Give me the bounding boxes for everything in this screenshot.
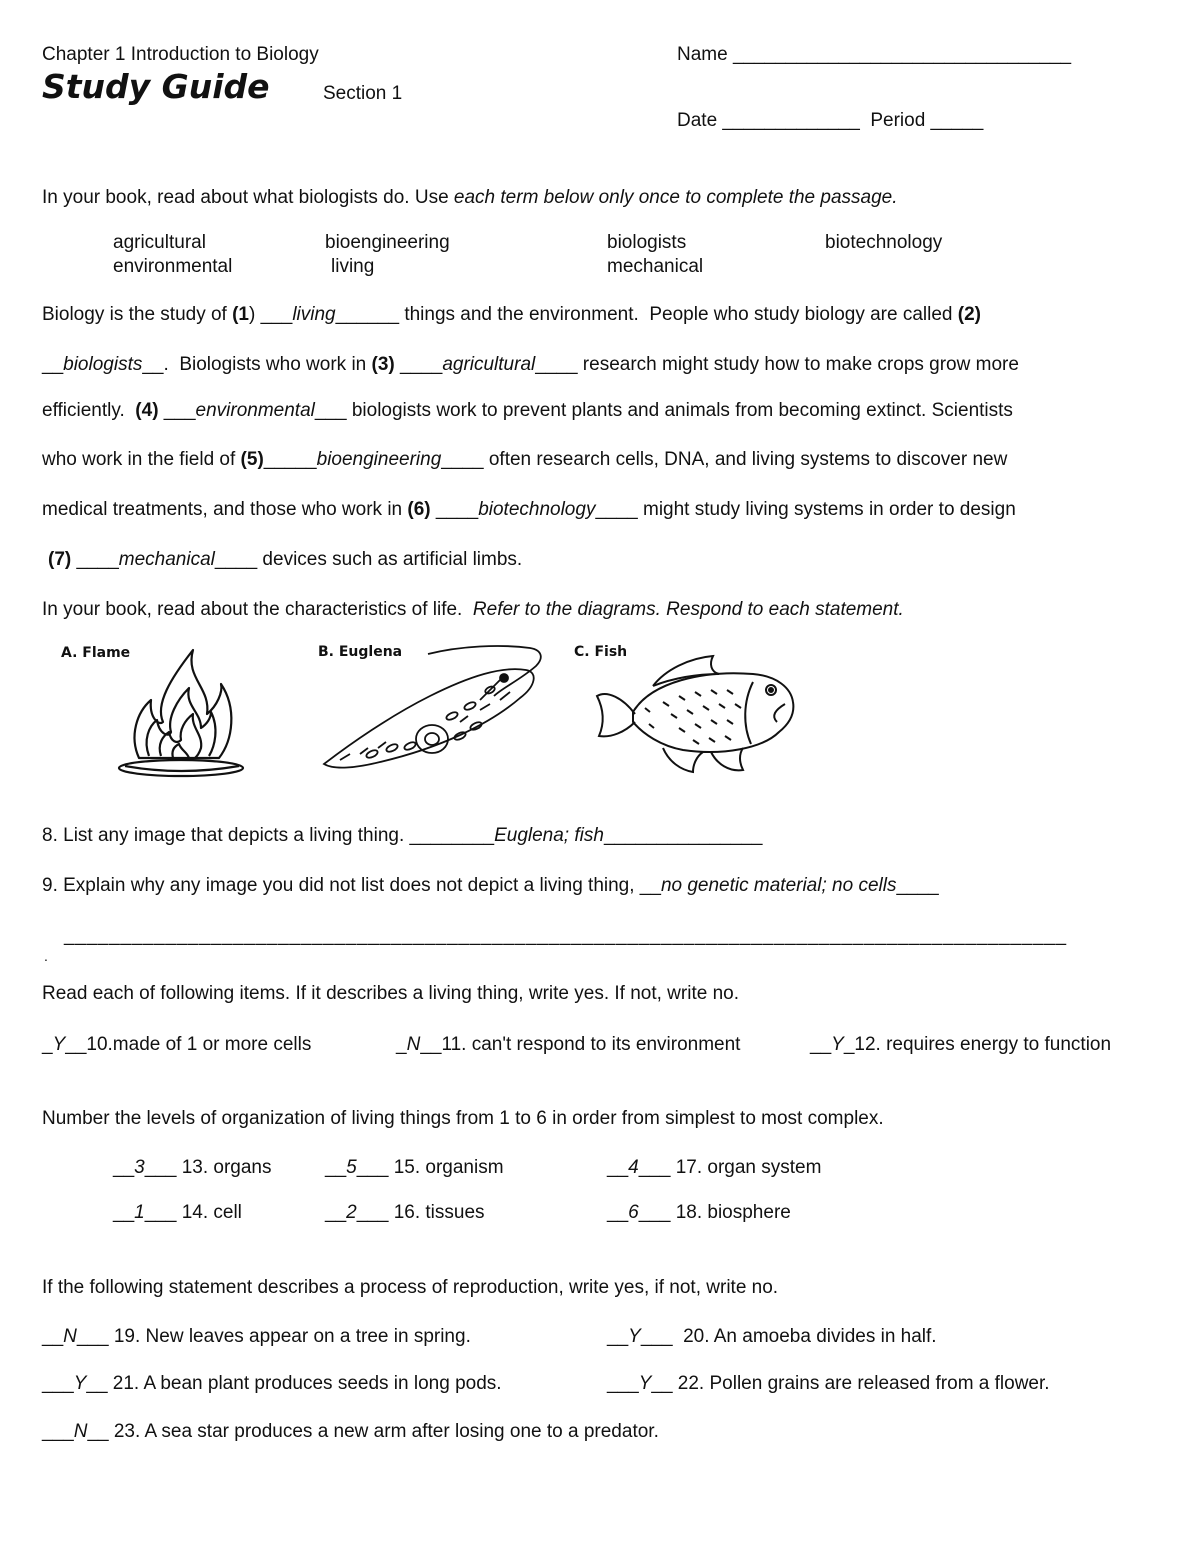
euglena-icon: [320, 644, 545, 774]
line-end-dot: .: [44, 948, 48, 964]
answer-7[interactable]: mechanical: [118, 549, 215, 570]
item-12: __Y_12. requires energy to function: [810, 1034, 1112, 1055]
answer-6[interactable]: biotechnology: [478, 499, 596, 520]
answer-11[interactable]: N: [406, 1034, 421, 1055]
item-14: __1___ 14. cell: [113, 1202, 242, 1223]
instructions-emphasis: each term below only once to complete the passage.: [453, 187, 898, 208]
answer-16[interactable]: 2: [346, 1202, 357, 1223]
answer-4[interactable]: environmental: [195, 400, 315, 421]
term-environmental: environmental: [113, 256, 233, 277]
figure-c-label: C. Fish: [574, 644, 628, 660]
answer-8[interactable]: Euglena; fish: [494, 825, 604, 846]
instructions-text: In your book, read about what biologists do. Use: [42, 187, 454, 208]
answer-17[interactable]: 4: [628, 1157, 639, 1178]
answer-1[interactable]: living: [292, 304, 336, 325]
answer-10[interactable]: Y: [52, 1034, 66, 1055]
item-13: __3___ 13. organs: [113, 1157, 272, 1178]
answer-20[interactable]: Y: [628, 1326, 641, 1347]
part1-instructions: [42, 187, 898, 209]
answer-13[interactable]: 3: [134, 1157, 145, 1178]
fish-icon: [593, 652, 798, 777]
answer-12[interactable]: Y: [831, 1034, 844, 1055]
passage-line-2: __biologists__. Biologists who work in (3) ____agricultural____ research might study how to make crops grow more: [42, 354, 1019, 375]
passage-line-5: medical treatments, and those who work in (6) ____biotechnology____ might study living systems in order to design: [42, 499, 1016, 520]
item-11: _N__11. can't respond to its environment: [396, 1034, 741, 1055]
passage-line-3: efficiently. (4) ___environmental___ biologists work to prevent plants and animals from becoming extinct. Scientists: [42, 400, 1013, 421]
item-21: ___Y__ 21. A bean plant produces seeds in long pods.: [42, 1373, 502, 1394]
part3-instructions: Read each of following items. If it describes a living thing, write yes. If not, write no.: [42, 983, 739, 1004]
passage-line-6: (7) ____mechanical____ devices such as artificial limbs.: [48, 549, 523, 570]
page-title: Study Guide: [42, 67, 270, 106]
part2-instructions: In your book, read about the characteristics of life. Refer to the diagrams. Respond to each statement.: [42, 599, 904, 620]
section-label: Section 1: [323, 83, 403, 104]
question-9: 9. Explain why any image you did not list does not depict a living thing, __no genetic material; no cells____: [42, 875, 939, 896]
term-living: living: [331, 256, 375, 277]
answer-15[interactable]: 5: [346, 1157, 357, 1178]
flame-icon: [115, 648, 250, 783]
part4-instructions: Number the levels of organization of living things from 1 to 6 in order from simplest to most complex.: [42, 1108, 884, 1129]
answer-3[interactable]: agricultural: [442, 354, 536, 375]
date-period-field[interactable]: Date _____________ Period _____: [677, 110, 984, 131]
item-23: ___N__ 23. A sea star produces a new arm after losing one to a predator.: [42, 1421, 659, 1442]
figure-a-label: A. Flame: [61, 645, 131, 661]
answer-23[interactable]: N: [73, 1421, 88, 1442]
answer-22[interactable]: Y: [638, 1373, 652, 1394]
passage-line-1: Biology is the study of (1) ___living______ things and the environment. People who study biology are called (2): [42, 304, 982, 325]
answer-18[interactable]: 6: [628, 1202, 639, 1223]
name-field[interactable]: Name ________________________________: [677, 44, 1072, 65]
term-biotechnology: biotechnology: [825, 232, 943, 253]
answer-5[interactable]: bioengineering: [316, 449, 442, 470]
term-bioengineering: bioengineering: [325, 232, 450, 253]
figure-b-label: B. Euglena: [318, 644, 403, 660]
question-8: 8. List any image that depicts a living thing. ________Euglena; fish_______________: [42, 825, 763, 846]
answer-9[interactable]: no genetic material; no cells: [660, 875, 897, 896]
answer-21[interactable]: Y: [73, 1373, 87, 1394]
term-biologists: biologists: [607, 232, 687, 253]
chapter-heading: Chapter 1 Introduction to Biology: [42, 44, 319, 65]
item-10: _Y__10.made of 1 or more cells: [42, 1034, 312, 1055]
item-19: __N___ 19. New leaves appear on a tree in spring.: [42, 1326, 471, 1347]
answer-9-line[interactable]: _________________________________________________________________________________________: [64, 925, 1067, 946]
item-18: __6___ 18. biosphere: [607, 1202, 791, 1223]
term-mechanical: mechanical: [607, 256, 704, 277]
part5-instructions: If the following statement describes a process of reproduction, write yes, if not, write no.: [42, 1277, 779, 1298]
item-15: __5___ 15. organism: [325, 1157, 504, 1178]
answer-14[interactable]: 1: [134, 1202, 145, 1223]
passage-line-4: who work in the field of (5)_____bioengineering____ often research cells, DNA, and living systems to discover new: [42, 449, 1008, 470]
item-22: ___Y__ 22. Pollen grains are released from a flower.: [607, 1373, 1050, 1394]
item-20: __Y___ 20. An amoeba divides in half.: [607, 1326, 937, 1347]
item-16: __2___ 16. tissues: [325, 1202, 485, 1223]
term-agricultural: agricultural: [113, 232, 206, 253]
item-17: __4___ 17. organ system: [607, 1157, 822, 1178]
answer-2[interactable]: biologists: [63, 354, 143, 375]
answer-19[interactable]: N: [63, 1326, 77, 1347]
